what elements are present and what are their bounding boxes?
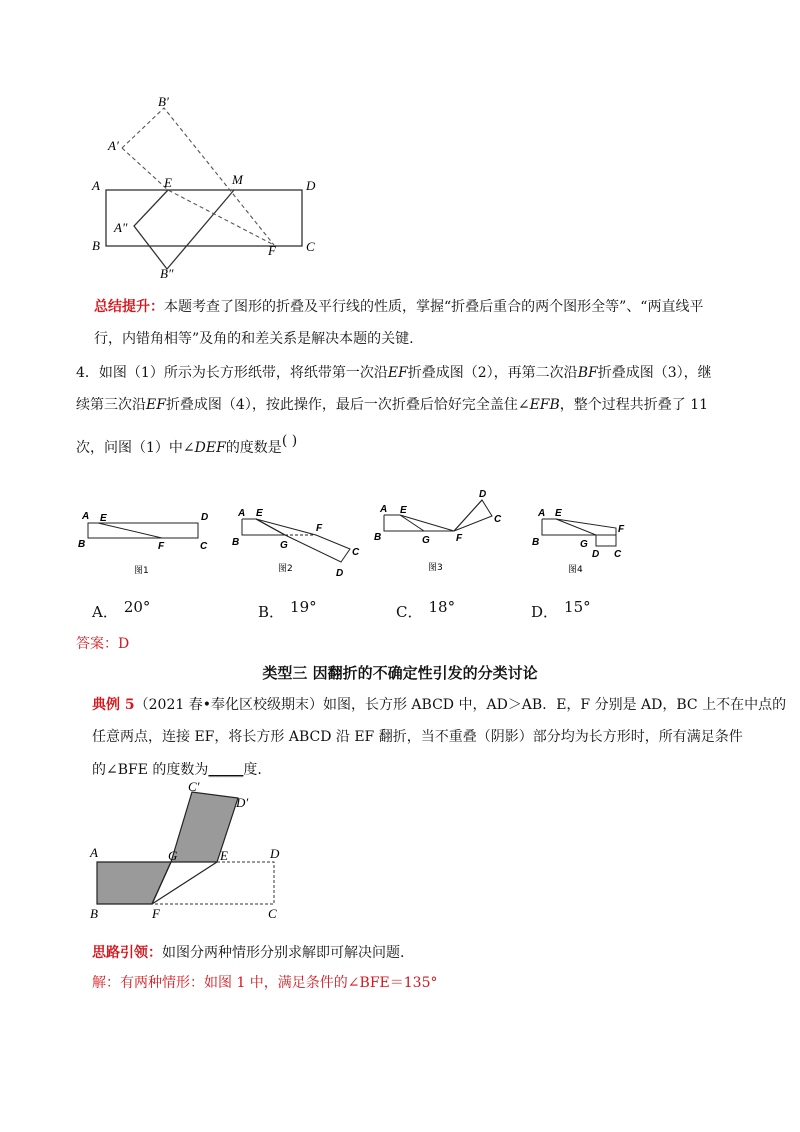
fig3-label-e: E <box>400 505 407 516</box>
ex5-label-f: F <box>152 906 160 921</box>
ex5-text-3a: 的∠BFE 的度数为 <box>92 762 209 778</box>
q4-ef-1: EF <box>387 365 408 381</box>
ex5-line-1 <box>92 694 786 716</box>
q4-line-3 <box>76 433 298 459</box>
q4-figure-3 <box>372 488 512 580</box>
ex5-text-1: （2021 春•奉化区校级期末）如图，长方形 ABCD 中，AD＞AB．E，F 分别是 AD，BC 上不在中点的 <box>134 697 787 713</box>
fig2-label-c: C <box>352 547 360 558</box>
fig1-label-b: B <box>78 539 86 550</box>
fig4-label-g: G <box>580 539 588 550</box>
fig3-caption: 图3 <box>428 563 443 573</box>
q4-line-2 <box>76 394 708 416</box>
summary-line-1 <box>94 296 703 318</box>
label-b-prime: B′ <box>158 94 169 109</box>
ex5-label-d-prime: D′ <box>236 795 249 810</box>
ex5-label-b: B <box>90 906 98 921</box>
ex5-label-c: C <box>268 906 277 921</box>
fig4-label-c: C <box>614 549 622 560</box>
q4-angle-efb: ∠EFB <box>517 397 560 413</box>
q4-text-2b: 折叠成图（4），按此操作，最后一次折叠后恰好完全盖住 <box>165 397 518 413</box>
fig3-label-g: G <box>422 535 430 546</box>
option-b-value: 19° <box>290 598 317 616</box>
fig3-label-c: C <box>494 514 502 525</box>
summary-label: 总结提升： <box>94 299 164 315</box>
fig3-label-f: F <box>456 533 463 544</box>
fig2-label-f: F <box>316 523 323 534</box>
hint-line <box>92 942 404 964</box>
q4-text-3a: 次，问图（1）中 <box>76 440 183 456</box>
fig4-label-d: D <box>592 549 600 560</box>
fig4-label-a: A <box>538 508 546 519</box>
original-position-dashed <box>152 862 274 904</box>
q4-text-1b: 折叠成图（2），再第二次沿 <box>407 365 578 381</box>
fig4-caption: 图4 <box>568 565 583 575</box>
fig1-caption: 图1 <box>134 566 149 576</box>
q4-answer: 答案：D <box>76 636 130 652</box>
hint-text: 如图分两种情形分别求解即可解决问题. <box>162 945 405 961</box>
section-title: 类型三 因翻折的不确定性引发的分类讨论 <box>262 664 538 682</box>
fig4-label-f: F <box>618 524 625 535</box>
fig2-label-a: A <box>238 508 246 519</box>
ex5-label-d: D <box>270 846 280 861</box>
fig2-label-e: E <box>256 508 263 519</box>
option-a-value: 20° <box>123 598 151 616</box>
fig4-label-b: B <box>532 537 540 548</box>
label-a-prime: A′ <box>108 138 119 153</box>
rectangle-abcd <box>106 190 302 246</box>
fig1-label-f: F <box>158 541 165 552</box>
ex5-blank: _____ <box>208 762 244 778</box>
label-m: M <box>232 172 243 187</box>
fig1-label-d: D <box>201 512 209 523</box>
fig4-label-e: E <box>555 508 562 519</box>
ex5-figure <box>84 780 314 925</box>
ex5-label: 典例 5 <box>92 697 135 713</box>
folded-part-lower <box>134 190 234 269</box>
q4-bf: BF <box>577 365 598 381</box>
option-b[interactable] <box>258 598 317 622</box>
q4-ef-2: EF <box>146 397 166 413</box>
option-d[interactable] <box>531 598 591 622</box>
q4-answer-paren: ( ) <box>281 433 298 449</box>
label-e: E <box>164 175 172 190</box>
fig2-label-d: D <box>336 568 344 579</box>
option-d-letter: D． <box>531 603 559 621</box>
option-d-value: 15° <box>564 598 591 616</box>
ex5-line-2: 任意两点，连接 EF，将长方形 ABCD 沿 EF 翻折，当不重叠（阴影）部分均为长方形时，所有满足条件 <box>92 729 743 745</box>
label-c: C <box>306 239 315 254</box>
summary-text-1: 本题考查了图形的折叠及平行线的性质，掌握“折叠后重合的两个图形全等”、“两直线平 <box>164 299 704 315</box>
ex5-line-3 <box>92 759 262 781</box>
q4-text-2a: 续第三次沿 <box>76 397 146 413</box>
q4-text-1a: 4．如图（1）所示为长方形纸带，将纸带第一次沿 <box>76 365 388 381</box>
fold-lines-dashed <box>122 148 274 245</box>
label-d: D <box>306 178 316 193</box>
folding-figure-top <box>80 90 340 280</box>
q4-text-2c: ，整个过程共折叠了 11 <box>559 397 709 413</box>
folded-part-upper-dashed <box>122 108 274 245</box>
ex5-label-a: A <box>90 845 98 860</box>
q4-figure-1 <box>74 505 214 580</box>
fig3-label-d: D <box>479 489 487 500</box>
label-f: F <box>268 243 276 258</box>
q4-figure-2 <box>228 500 368 585</box>
fig1-label-c: C <box>200 541 208 552</box>
q4-text-1c: 折叠成图（3），继 <box>597 365 712 381</box>
ex5-label-g: G <box>168 848 178 863</box>
label-a: A <box>92 178 100 193</box>
fig2-label-b: B <box>232 537 240 548</box>
summary-line-2: 行，内错角相等”及角的和差关系是解决本题的关键. <box>94 331 414 347</box>
option-c-letter: C． <box>396 603 423 621</box>
q4-figure-4 <box>528 500 648 580</box>
fig2-label-g: G <box>280 540 288 551</box>
q4-text-3b: 的度数是 <box>225 440 282 456</box>
fig3-label-b: B <box>374 532 382 543</box>
q4-line-1 <box>76 362 712 384</box>
fig2-caption: 图2 <box>278 564 293 574</box>
label-a-double-prime: A″ <box>114 220 128 235</box>
fig1-label-a: A <box>82 511 90 522</box>
fig3-label-a: A <box>380 504 388 515</box>
ex5-text-3b: 度. <box>243 762 262 778</box>
option-c-value: 18° <box>428 598 456 616</box>
label-b-double-prime: B″ <box>160 266 174 280</box>
ex5-label-c-prime: C′ <box>188 780 200 794</box>
option-c[interactable] <box>396 598 456 622</box>
solution-line: 解：有两种情形：如图 1 中，满足条件的∠BFE＝135° <box>92 975 438 991</box>
option-a-letter: A． <box>92 603 118 621</box>
fig1-label-e: E <box>100 513 107 524</box>
label-b: B <box>92 238 100 253</box>
hint-label: 思路引领： <box>92 945 162 961</box>
option-a[interactable] <box>92 598 151 622</box>
option-b-letter: B． <box>258 603 285 621</box>
ex5-label-e: E <box>220 848 228 863</box>
q4-angle-def: ∠DEF <box>182 440 226 456</box>
shaded-rect-left <box>97 862 171 904</box>
